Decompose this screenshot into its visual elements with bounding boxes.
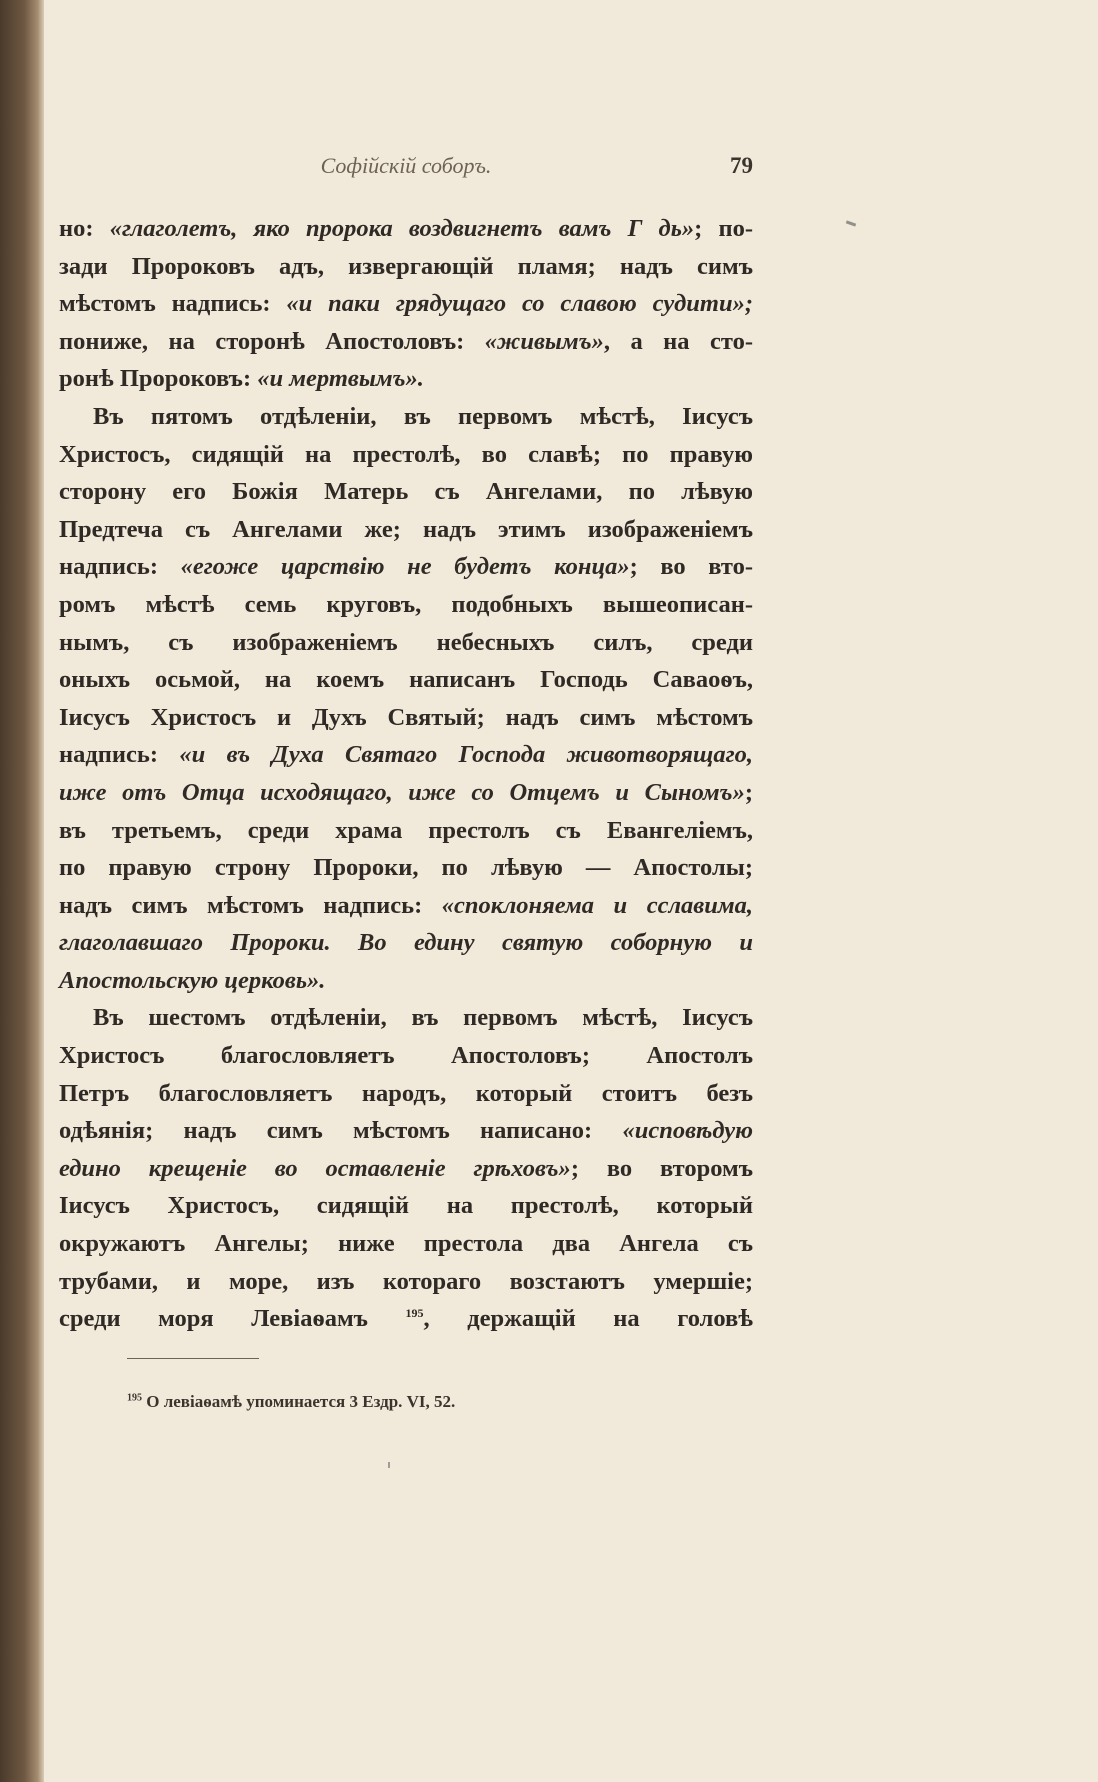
text-line — [59, 1187, 753, 1225]
text-run: сторону его Божія Матерь съ Ангелами, по лѣвую — [59, 478, 753, 506]
text-run: ; — [744, 778, 753, 806]
text-line — [59, 849, 753, 887]
text-line — [59, 624, 753, 662]
text-line — [59, 360, 753, 398]
text-run: ронѣ Пророковъ: — [59, 365, 258, 393]
quoted-text: «и паки грядущаго со славою судити»; — [286, 290, 753, 318]
text-run: трубами, и море, изъ котораго возстаютъ умершіе; — [59, 1267, 753, 1295]
text-line — [59, 473, 753, 511]
text-line — [59, 285, 753, 323]
text-run: , держащій на головѣ — [423, 1305, 753, 1333]
text-line — [59, 962, 753, 1000]
quoted-text: глаголавшаго Пророки. Во едину святую соборную и — [59, 929, 753, 957]
text-line — [59, 210, 753, 248]
text-run: среди моря Левіаѳамъ — [59, 1305, 406, 1333]
text-line — [59, 1225, 753, 1263]
text-line — [59, 1112, 753, 1150]
text-run: Христосъ, сидящій на престолѣ, во славѣ; по правую — [59, 440, 753, 468]
text-line — [59, 736, 753, 774]
text-line — [59, 661, 753, 699]
text-line — [59, 586, 753, 624]
text-line — [59, 436, 753, 474]
text-run: Христосъ благословляетъ Апостоловъ; Апостолъ — [59, 1042, 753, 1070]
quoted-text: «и мертвымъ». — [257, 365, 424, 393]
text-line — [59, 699, 753, 737]
footnote-rule — [127, 1358, 259, 1359]
text-run: Петръ благословляетъ народъ, который стоитъ безъ — [59, 1079, 753, 1107]
quoted-text: «споклоняема и сславима, — [441, 891, 753, 919]
quoted-text: иже отъ Отца исходящаго, иже со Отцемъ и Сыномъ» — [59, 778, 745, 806]
text-run: пониже, на сторонѣ Апостоловъ: — [59, 327, 485, 355]
text-line — [59, 924, 753, 962]
text-run: оныхъ осьмой, на коемъ написанъ Господь Саваоѳъ, — [59, 666, 753, 694]
text-run: ромъ мѣстѣ семь круговъ, подобныхъ вышеописан- — [59, 590, 753, 618]
text-run: но: — [59, 215, 110, 242]
text-line — [59, 1037, 753, 1075]
text-run: Предтеча съ Ангелами же; надъ этимъ изображеніемъ — [59, 515, 753, 543]
quoted-text: едино крещеніе во оставленіе грѣховъ» — [59, 1154, 571, 1182]
running-title: Софійскій соборъ. — [320, 153, 492, 178]
quoted-text: Апостольскую церковь». — [59, 966, 326, 994]
text-run: Въ шестомъ отдѣленіи, въ первомъ мѣстѣ, Іисусъ — [93, 1004, 753, 1032]
text-run: зади Пророковъ адъ, извергающій пламя; надъ симъ — [59, 252, 753, 280]
book-spine-shadow — [0, 0, 44, 1782]
text-line — [59, 1300, 753, 1338]
text-line — [59, 887, 753, 925]
text-line — [59, 1263, 753, 1301]
text-line — [59, 511, 753, 549]
text-line — [59, 1075, 753, 1113]
footnote-reference: 195 — [405, 1306, 424, 1321]
text-run: Іисусъ Христосъ, сидящій на престолѣ, который — [59, 1192, 753, 1220]
text-run: мѣстомъ надпись: — [59, 290, 287, 318]
text-run: Іисусъ Христосъ и Духъ Святый; надъ симъ мѣстомъ — [59, 703, 753, 731]
text-run: ; во вто- — [629, 553, 754, 581]
page-number: 79 — [730, 153, 753, 178]
text-line — [59, 323, 753, 361]
main-text — [59, 210, 753, 1338]
text-line — [59, 812, 753, 850]
quoted-text: «исповѣдую — [622, 1117, 753, 1145]
text-run: надпись: — [59, 553, 181, 581]
quoted-text: «егоже царствію не будетъ конца» — [180, 553, 630, 581]
quoted-text: «и въ Духа Святаго Господа животворящаго, — [179, 741, 753, 769]
text-run: по правую строну Пророки, по лѣвую — Апостолы; — [59, 854, 753, 882]
text-run: Въ пятомъ отдѣленіи, въ первомъ мѣстѣ, Іисусъ — [93, 402, 753, 430]
text-line — [59, 398, 753, 436]
quoted-text: «живымъ» — [484, 327, 604, 355]
text-line — [59, 999, 753, 1037]
text-line — [59, 248, 753, 286]
page-header — [59, 150, 753, 182]
text-run: надпись: — [59, 741, 180, 769]
text-run: нымъ, съ изображеніемъ небесныхъ силъ, среди — [59, 628, 753, 656]
stray-mark — [388, 1462, 390, 1468]
text-run: ; по- — [694, 215, 753, 242]
text-run: въ третьемъ, среди храма престолъ съ Евангеліемъ, — [59, 816, 753, 844]
quoted-text: «глаголетъ, яко пророка воздвигнетъ вамъ Г дь» — [109, 215, 695, 242]
text-run: окружаютъ Ангелы; ниже престола два Ангела съ — [59, 1230, 753, 1258]
footnote — [127, 1392, 455, 1412]
footnote-text: О левіаѳамѣ упоминается 3 Ездр. VI, 52. — [142, 1392, 456, 1411]
text-line — [59, 1150, 753, 1188]
text-line — [59, 548, 753, 586]
footnote-marker: 195 — [127, 1392, 142, 1404]
text-line — [59, 774, 753, 812]
text-run: одѣянія; надъ симъ мѣстомъ написано: — [59, 1117, 623, 1145]
text-run: , а на сто- — [603, 327, 753, 355]
text-run: надъ симъ мѣстомъ надпись: — [59, 891, 442, 919]
text-run: ; во второмъ — [570, 1154, 754, 1182]
